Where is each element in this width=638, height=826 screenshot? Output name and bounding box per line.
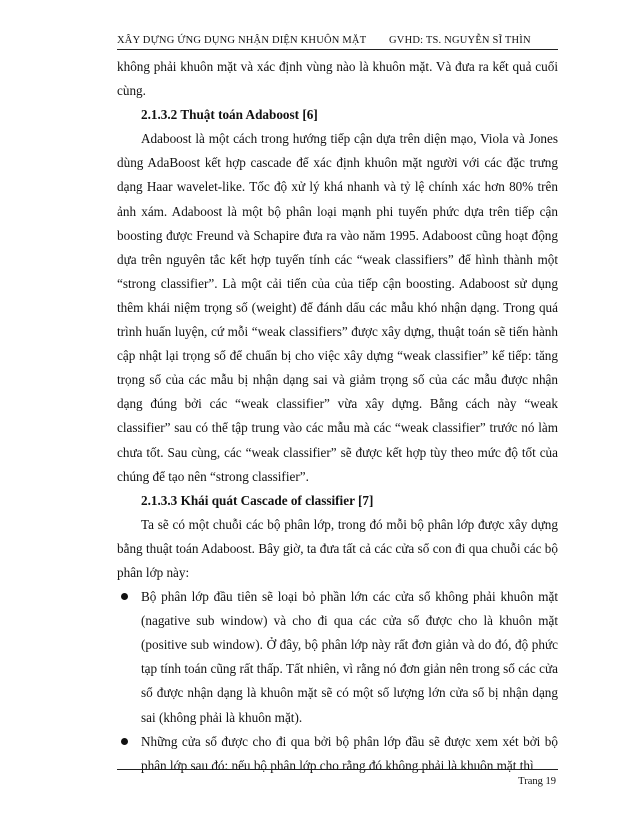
bullet-list: [117, 585, 558, 778]
list-item: [117, 585, 558, 730]
footer-rule: [117, 769, 558, 770]
section-heading-cascade: 2.1.3.3 Khái quát Cascade of classifier [7]: [141, 492, 374, 508]
bullet-icon: [121, 593, 128, 600]
bullet-icon: [121, 738, 128, 745]
page-number: Trang 19: [518, 776, 556, 787]
page-body: [117, 55, 558, 778]
cascade-paragraph: Ta sẽ có một chuỗi các bộ phân lớp, trong đó mỗi bộ phân lớp được xây dựng bằng thuật toán Adaboost. Bây giờ, ta đưa tất cả các cửa sổ con đi qua chuỗi các bộ phân lớp này:: [117, 516, 558, 580]
list-item-text: Bộ phân lớp đầu tiên sẽ loại bỏ phần lớn các cửa sổ không phải khuôn mặt (nagative sub window) và cho đi qua các cửa sổ được cho là khuôn mặt (positive sub window). Ở đây, bộ phân lớp này rất đơn giản và do đó, độ phức tạp tính toán cũng rất thấp. Tất nhiên, vì rằng nó đơn giản nên trong số các cửa sổ được nhận dạng là khuôn mặt sẽ có một số lượng lớn cửa sổ bị nhận dạng sai (không phải là khuôn mặt).: [141, 589, 558, 725]
list-item-text: Những cửa sổ được cho đi qua bởi bộ phân lớp đầu sẽ được xem xét bởi bộ phân lớp sau đó: nếu bộ phân lớp cho rằng đó không phải là khuôn mặt thì: [141, 733, 558, 773]
header-title: XÂY DỰNG ỨNG DỤNG NHẬN DIỆN KHUÔN MẶT: [117, 35, 367, 46]
list-item: [117, 730, 558, 778]
header-rule: [117, 49, 558, 50]
adaboost-paragraph: Adaboost là một cách trong hướng tiếp cận dựa trên diện mạo, Viola và Jones dùng AdaBoost kết hợp cascade để xác định khuôn mặt người với các đặc trưng dạng Haar wavelet-like. Tốc độ xử lý khá nhanh và tỷ lệ chính xác hơn 80% trên ảnh xám. Adaboost là một bộ phân loại mạnh phi tuyến phức dựa trên tiếp cận boosting được Freund và Schapire đưa ra vào năm 1995. Adaboost cũng hoạt động dựa trên nguyên tắc kết hợp tuyến tính các “weak classifiers” để hình thành một “strong classifier”. Là một cải tiến của của tiếp cận boosting. Adaboost sử dụng thêm khái niệm trọng số (weight) để đánh dấu các mẫu khó nhận dạng. Trong quá trình huấn luyện, cứ mỗi “weak classifiers” được xây dựng, thuật toán sẽ tiến hành cập nhật lại trọng số để chuẩn bị cho việc xây dựng “weak classifier” kế tiếp: tăng trọng số của các mẫu bị nhận dạng sai và giảm trọng số của các mẫu được nhận dạng đúng bởi các “weak classifier” vừa xây dựng. Bằng cách này “weak classifier” sau có thể tập trung vào các mẫu mà các “weak classifier” trước nó làm chưa tốt. Sau cùng, các “weak classifier” sẽ được kết hợp tùy theo mức độ tốt của chúng để tạo nên “strong classifier”.: [117, 131, 558, 484]
section-heading-adaboost: 2.1.3.2 Thuật toán Adaboost [6]: [141, 107, 318, 123]
header-supervisor: GVHD: TS. NGUYỄN SĨ THÌN: [389, 35, 531, 46]
continuation-paragraph: không phải khuôn mặt và xác định vùng nào là khuôn mặt. Và đưa ra kết quả cuối cùng.: [117, 59, 558, 99]
